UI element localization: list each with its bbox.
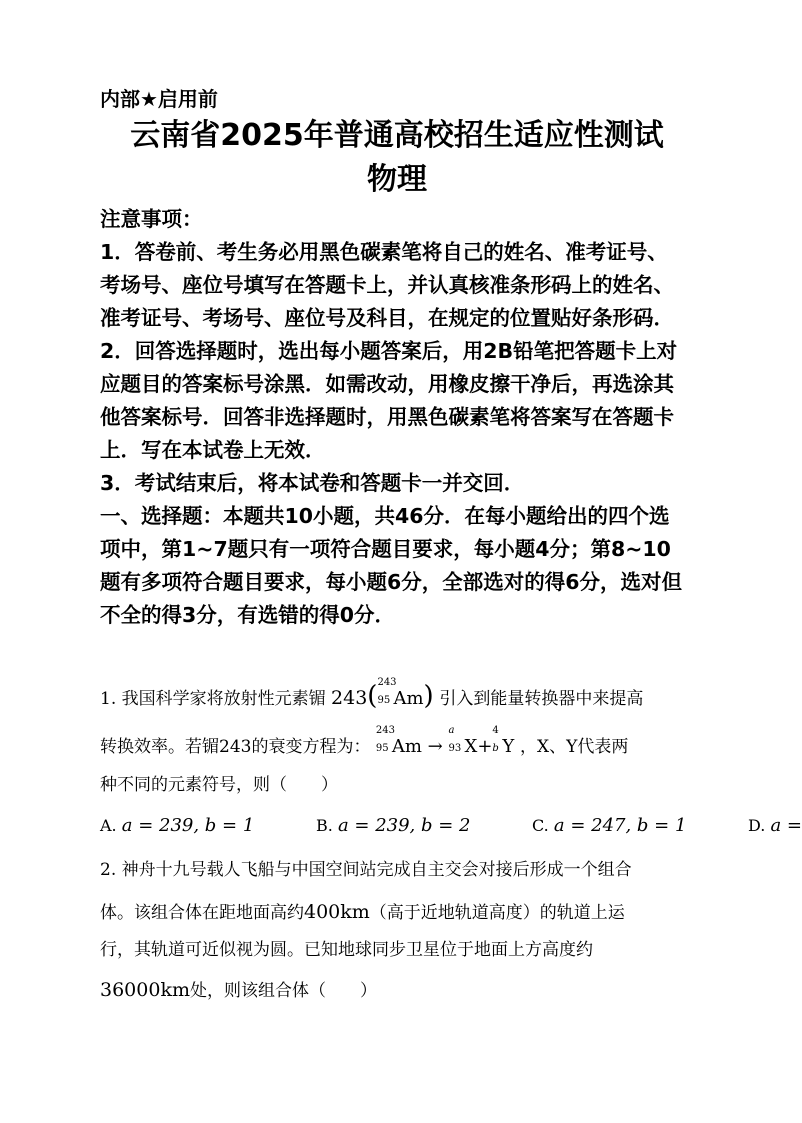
q2-distance-36000km: 36000km xyxy=(100,979,190,1001)
question-2-line-1: 2. 神舟十九号载人飞船与中国空间站完成自主交会对接后形成一个组合 xyxy=(100,860,632,880)
q1-eq-lhs xyxy=(375,725,422,759)
q1-option-a-value: a = 239, b = 1 xyxy=(121,815,255,836)
question-2-line-2 xyxy=(100,900,720,925)
q1-option-b[interactable] xyxy=(316,812,471,840)
q1-eq-x xyxy=(448,725,478,759)
q1-text-c: 转换效率。若镅243的衰变方程为： xyxy=(100,737,371,757)
notes-section xyxy=(100,203,685,632)
q1-option-c[interactable] xyxy=(532,812,686,840)
q1-iso-sym: Am xyxy=(393,688,424,709)
question-2-line-4 xyxy=(100,978,720,1003)
q1-option-d-value: a = xyxy=(770,815,802,836)
q1-text-a: 1. 我国科学家将放射性元素镅 xyxy=(100,689,326,709)
question-1-line-1 xyxy=(100,677,700,711)
section-instructions: 一、选择题：本题共10小题，共46分．在每小题给出的四个选项中，第1~7题只有一项符合题目要求，每小题4分；第8~10题有多项符合题目要求，每小题6分，全部选对的得6分，选对但不全的得3分，有选错的得0分． xyxy=(100,504,683,627)
q1-eq-y xyxy=(492,725,515,759)
q2-text-d: 处，则该组合体（ ） xyxy=(189,981,377,1001)
question-1-line-3: 种不同的元素符号，则（ ） xyxy=(100,775,338,795)
q1-iso-nuclide xyxy=(377,677,424,711)
q1-option-a-label: A. xyxy=(100,816,117,835)
q2-distance-400km: 400km xyxy=(304,901,370,923)
q1-eq-y-sub: b xyxy=(492,743,499,754)
q1-eq-lhs-sub: 95 xyxy=(375,743,389,754)
q2-text-b2: （高于近地轨道高度）的轨道上运 xyxy=(369,903,625,923)
q1-option-a[interactable] xyxy=(100,812,254,840)
q1-text-b: 引入到能量转换器中来提高 xyxy=(439,689,644,709)
q1-option-d-label: D. xyxy=(748,816,766,835)
question-2-line-3: 行，其轨道可近似视为圆。已知地球同步卫星位于地面上方高度约 xyxy=(100,940,593,960)
q1-iso-sub: 95 xyxy=(377,695,391,706)
q1-eq-y-sup: 4 xyxy=(492,725,499,736)
question-1-line-2 xyxy=(100,725,720,759)
q1-eq-x-sym: X xyxy=(464,736,478,757)
exam-subject: 物理 xyxy=(367,162,427,197)
q1-eq-arrow: → xyxy=(427,736,443,757)
q1-iso-mass: 243 xyxy=(331,687,368,709)
confidential-label: 内部★启用前 xyxy=(100,87,218,111)
q1-decay-equation xyxy=(375,725,520,757)
note-item-1: 1．答卷前、考生务必用黑色碳素笔将自己的姓名、准考证号、考场号、座位号填写在答题卡上，并认真核准条形码上的姓名、准考证号、考场号、座位号及科目，在规定的位置贴好条形码． xyxy=(100,240,674,330)
q1-option-b-value: a = 239, b = 2 xyxy=(337,815,471,836)
q1-option-c-value: a = 247, b = 1 xyxy=(553,815,687,836)
q1-text-d: ，X、Y代表两 xyxy=(520,737,629,757)
q1-option-d[interactable] xyxy=(748,812,802,840)
q1-iso-sup: 243 xyxy=(377,677,397,688)
q2-text-b1: 体。该组合体在距地面高约 xyxy=(100,903,304,923)
note-item-2: 2．回答选择题时，选出每小题答案后，用2B铅笔把答题卡上对应题目的答案标号涂黑．如需改动，用橡皮擦干净后，再选涂其他答案标号．回答非选择题时，用黑色碳素笔将答案写在答题卡上．写在本试卷上无效． xyxy=(100,339,678,462)
q1-eq-lhs-sym: Am xyxy=(391,736,422,757)
q1-isotope: 243( 243 95 Am) xyxy=(331,677,434,711)
q1-eq-x-sub: 93 xyxy=(448,743,462,754)
note-item-3: 3．考试结束后，将本试卷和答题卡一并交回． xyxy=(100,471,525,495)
q1-eq-x-sup: a xyxy=(448,725,455,736)
q1-eq-lhs-sup: 243 xyxy=(375,725,395,736)
q1-eq-plus: + xyxy=(477,736,493,757)
notes-heading: 注意事项： xyxy=(100,207,203,231)
q1-option-b-label: B. xyxy=(316,816,333,835)
q1-eq-y-sym: Y xyxy=(502,736,515,757)
exam-title: 云南省2025年普通高校招生适应性测试 xyxy=(130,118,664,153)
q1-option-c-label: C. xyxy=(532,816,549,835)
